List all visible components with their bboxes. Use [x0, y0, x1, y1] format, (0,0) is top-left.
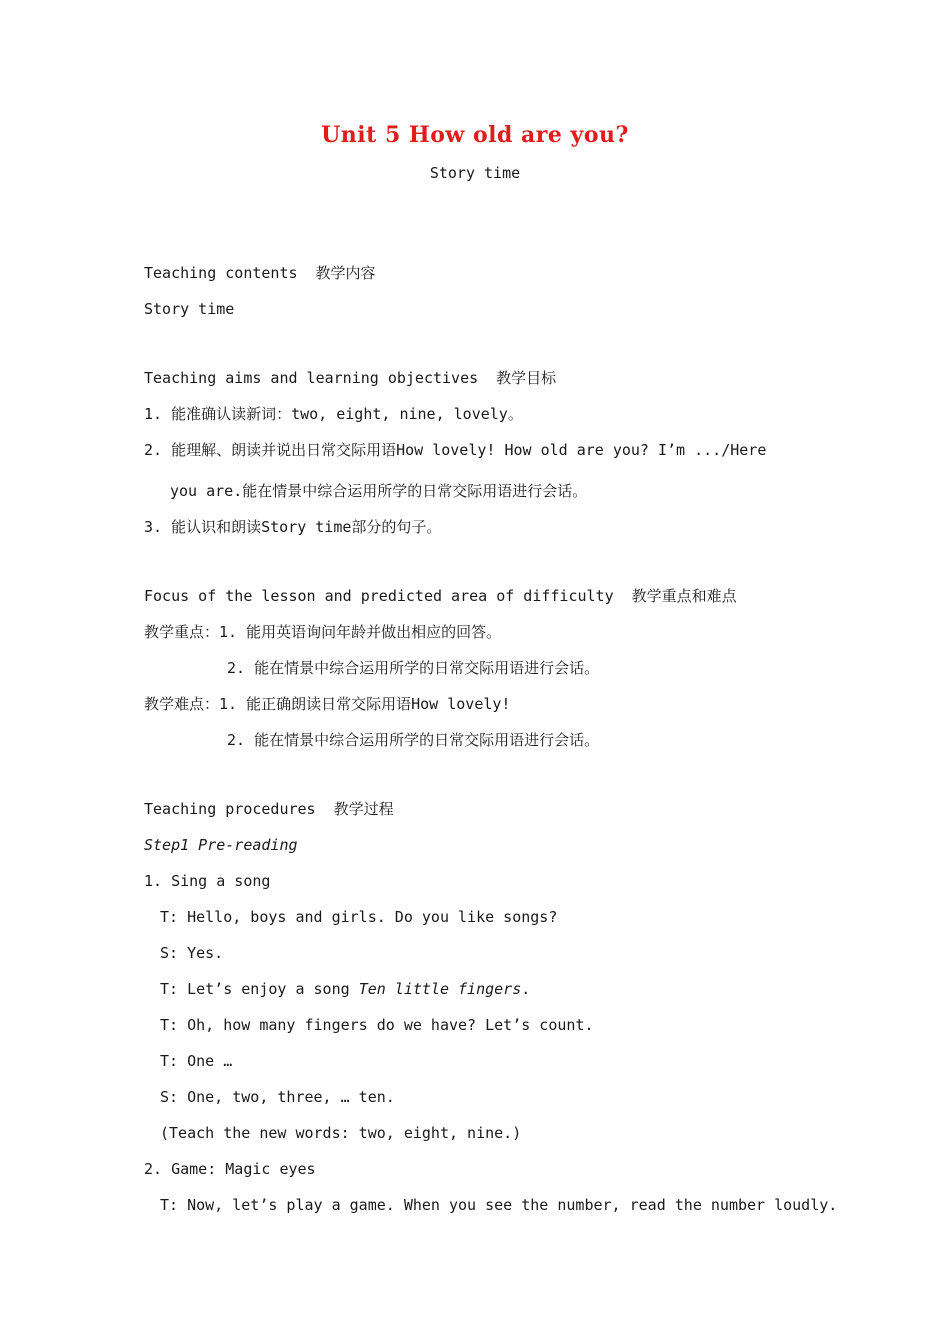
- dialogue-line: T: Hello, boys and girls. Do you like songs?: [160, 908, 558, 926]
- procedure-item-2: 2. Game: Magic eyes: [144, 1160, 316, 1178]
- song-title: Ten little fingers: [358, 980, 522, 998]
- aims-heading-cn: 教学目标: [496, 369, 557, 387]
- procedures-heading: [144, 799, 394, 819]
- aims-heading-en: Teaching aims and learning objectives: [144, 369, 479, 387]
- focus-key-label: 教学重点：: [144, 623, 220, 641]
- dialogue-line: [160, 979, 530, 999]
- aims-item-2-cont: you are.能在情景中综合运用所学的日常交际用语进行会话。: [170, 482, 588, 500]
- focus-heading: [144, 586, 737, 606]
- dialogue-text: .: [521, 980, 531, 998]
- teaching-note: (Teach the new words: two, eight, nine.): [160, 1124, 522, 1142]
- dialogue-line: S: Yes.: [160, 944, 224, 962]
- contents-heading-cn: 教学内容: [315, 264, 376, 282]
- focus-key-2: 2. 能在情景中综合运用所学的日常交际用语进行会话。: [227, 659, 600, 677]
- focus-diff-label: 教学难点：: [144, 695, 220, 713]
- procedures-heading-cn: 教学过程: [333, 800, 394, 818]
- dialogue-line: T: One …: [160, 1052, 233, 1070]
- focus-heading-en: Focus of the lesson and predicted area of difficulty: [144, 587, 614, 605]
- procedures-heading-en: Teaching procedures: [144, 800, 316, 818]
- focus-diff-1: [144, 694, 510, 714]
- contents-heading-en: Teaching contents: [144, 264, 298, 282]
- focus-diff-text-1: 1. 能正确朗读日常交际用语How lovely!: [219, 695, 511, 713]
- dialogue-line: S: One, two, three, … ten.: [160, 1088, 395, 1106]
- dialogue-line: T: Oh, how many fingers do we have? Let’s count.: [160, 1016, 594, 1034]
- contents-body: Story time: [144, 300, 235, 318]
- aims-item-1: 1. 能准确认读新词：two, eight, nine, lovely。: [144, 405, 523, 423]
- dialogue-line: T: Now, let’s play a game. When you see the number, read the number loudly.: [160, 1196, 838, 1214]
- step-heading: Step1 Pre-reading: [144, 836, 298, 854]
- procedure-item-1: 1. Sing a song: [144, 872, 271, 890]
- focus-diff-2: 2. 能在情景中综合运用所学的日常交际用语进行会话。: [227, 731, 600, 749]
- aims-item-3: 3. 能认识和朗读Story time部分的句子。: [144, 518, 442, 536]
- focus-key-1: [144, 622, 501, 642]
- dialogue-text: T: Let’s enjoy a song: [160, 980, 359, 998]
- focus-key-text-1: 1. 能用英语询问年龄并做出相应的回答。: [219, 623, 502, 641]
- focus-heading-cn: 教学重点和难点: [631, 587, 737, 605]
- page-title: Unit 5 How old are you?: [321, 122, 629, 148]
- page-subtitle: Story time: [429, 164, 521, 182]
- aims-heading: [144, 368, 556, 388]
- contents-heading: [144, 263, 376, 283]
- aims-item-2: 2. 能理解、朗读并说出日常交际用语How lovely! How old are you? I’m .../Here: [144, 441, 767, 459]
